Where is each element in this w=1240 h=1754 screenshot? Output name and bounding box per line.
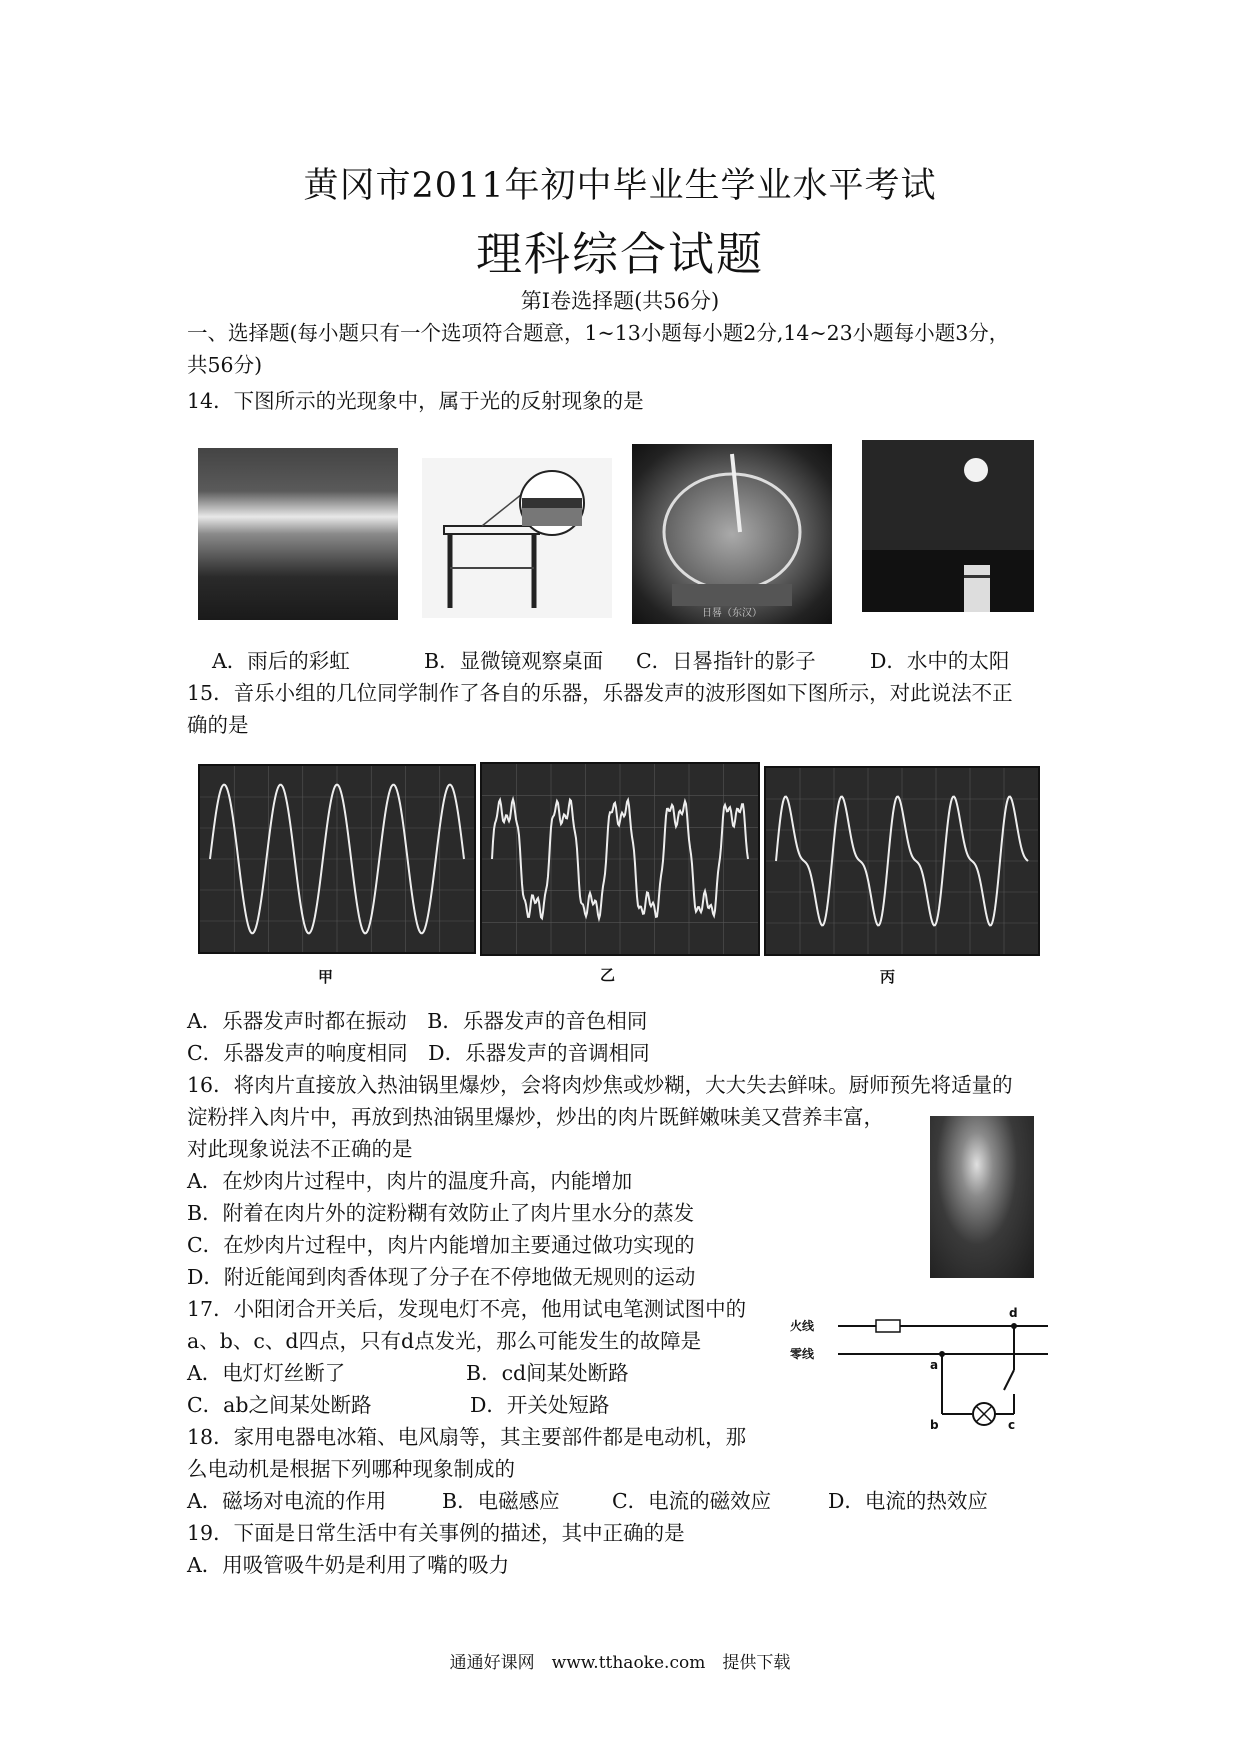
q16-stem-line-2: 淀粉拌入肉片中，再放到热油锅里爆炒，炒出的肉片既鲜嫩味美又营养丰富， [187, 1105, 884, 1129]
waveform-jia [198, 764, 476, 954]
q19-stem: 19．下面是日常生活中有关事例的描述，其中正确的是 [187, 1521, 685, 1545]
q16-option-c: C．在炒肉片过程中，肉片内能增加主要通过做功实现的 [187, 1233, 695, 1257]
exam-title: 黄冈市2011年初中毕业生学业水平考试 [303, 166, 937, 206]
exam-subtitle: 理科综合试题 [476, 227, 764, 281]
q15-stem-line-2: 确的是 [187, 713, 249, 737]
circuit-point-c: c [1008, 1418, 1016, 1432]
q17-option-b: B．cd间某处断路 [466, 1361, 629, 1385]
q14-option-d: D．水中的太阳 [870, 649, 1010, 673]
rainbow-photo [198, 448, 398, 620]
footer-source: 通通好课网 www.tthaoke.com 提供下载 [449, 1653, 791, 1673]
q16-option-b: B．附着在肉片外的淀粉糊有效防止了肉片里水分的蒸发 [187, 1201, 695, 1225]
q14-option-a: A．雨后的彩虹 [212, 649, 350, 673]
circuit-point-a: a [930, 1358, 939, 1372]
q17-option-a: A．电灯灯丝断了 [187, 1361, 346, 1385]
q16-stem-line-1: 16．将肉片直接放入热油锅里爆炒，会将肉炒焦或炒糊，大大失去鲜味。厨师预先将适量的 [187, 1073, 1013, 1097]
sundial-caption: 日晷（东汉） [702, 608, 762, 619]
q18-stem-line-2: 么电动机是根据下列哪种现象制成的 [187, 1457, 515, 1481]
waveform-label-bing: 丙 [880, 968, 896, 986]
instructions-line-2: 共56分) [187, 353, 263, 377]
waveform-label-jia: 甲 [318, 968, 334, 986]
q17-option-c: C．ab之间某处断路 [187, 1393, 372, 1417]
q17-option-d: D．开关处短路 [470, 1393, 610, 1417]
section-heading: 第Ⅰ卷选择题(共56分) [520, 289, 720, 313]
waveform-yi [480, 762, 760, 956]
waveform-label-yi: 乙 [600, 966, 616, 984]
q18-option-a: A．磁场对电流的作用 [187, 1489, 387, 1513]
cooking-photo [930, 1116, 1034, 1278]
instructions-line-1: 一、选择题(每小题只有一个选项符合题意，1~13小题每小题2分,14~23小题每小题3分， [187, 321, 1010, 345]
q15-stem-line-1: 15．音乐小组的几位同学制作了各自的乐器，乐器发声的波形图如下图所示，对此说法不正 [187, 681, 1013, 705]
q16-option-a: A．在炒肉片过程中，肉片的温度升高，内能增加 [187, 1169, 633, 1193]
sun-in-water-photo [862, 440, 1034, 612]
circuit-label-live: 火线 [790, 1319, 815, 1333]
q14-option-c: C．日晷指针的影子 [636, 649, 816, 673]
q17-stem-line-2: a、b、c、d四点，只有d点发光，那么可能发生的故障是 [187, 1329, 702, 1353]
q16-stem-line-3: 对此现象说法不正确的是 [187, 1137, 413, 1161]
q18-option-b: B．电磁感应 [442, 1489, 560, 1513]
waveform-bing [764, 766, 1040, 956]
q14-option-b: B．显微镜观察桌面 [424, 649, 604, 673]
q18-option-d: D．电流的热效应 [828, 1489, 988, 1513]
microscope-table-photo [422, 458, 612, 618]
q17-stem-line-1: 17．小阳闭合开关后，发现电灯不亮，他用试电笔测试图中的 [187, 1297, 747, 1321]
q18-option-c: C．电流的磁效应 [612, 1489, 772, 1513]
circuit-point-b: b [930, 1418, 939, 1432]
q14-stem: 14．下图所示的光现象中，属于光的反射现象的是 [187, 389, 644, 413]
q15-options-line-1: A．乐器发声时都在振动 B．乐器发声的音色相同 [187, 1009, 648, 1033]
q19-option-a: A．用吸管吸牛奶是利用了嘴的吸力 [187, 1553, 510, 1577]
circuit-label-neutral: 零线 [790, 1347, 815, 1361]
q18-stem-line-1: 18．家用电器电冰箱、电风扇等，其主要部件都是电动机，那 [187, 1425, 747, 1449]
sundial-photo [632, 444, 832, 624]
circuit-point-d: d [1009, 1306, 1018, 1320]
q15-options-line-2: C．乐器发声的响度相同 D．乐器发声的音调相同 [187, 1041, 650, 1065]
q16-option-d: D．附近能闻到肉香体现了分子在不停地做无规则的运动 [187, 1265, 696, 1289]
circuit-diagram [790, 1290, 1050, 1440]
